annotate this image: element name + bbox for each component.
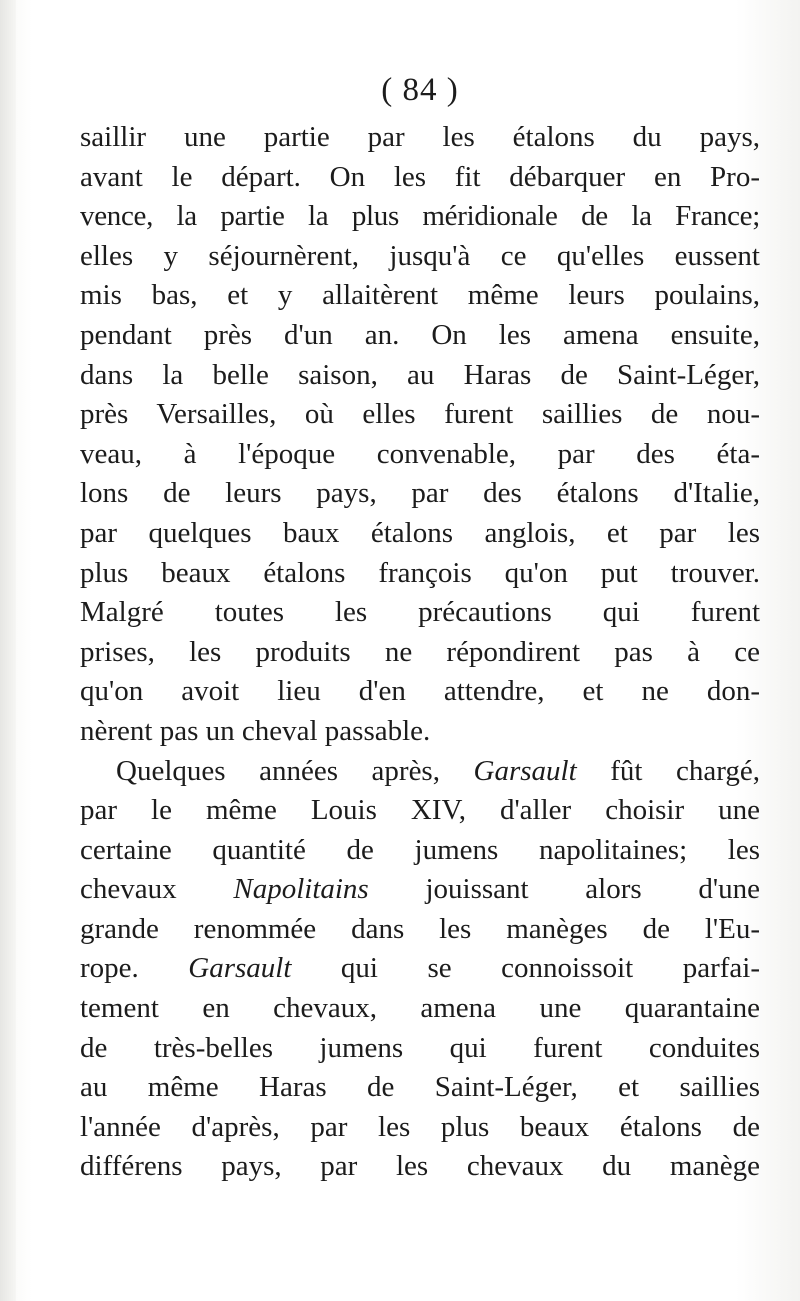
page-gutter — [0, 0, 16, 1301]
italic-name: Garsault — [473, 754, 577, 787]
text-line: plus beaux étalons françois qu'on put trouver. — [80, 556, 760, 589]
text-line: vence, la partie la plus méridionale de la France; — [80, 200, 760, 233]
text-line — [80, 870, 760, 910]
text-line: Malgré toutes les précautions qui furent — [80, 596, 760, 629]
text-line: elles y séjournèrent, jusqu'à ce qu'elles eussent — [80, 239, 760, 272]
text-fragment: chevaux — [80, 873, 234, 906]
text-line: certaine quantité de jumens napolitaines; les — [80, 833, 760, 866]
text-line: différens pays, par les chevaux du manège — [80, 1150, 760, 1183]
text-line: pendant près d'un an. On les amena ensuite, — [80, 318, 760, 351]
text-line: près Versailles, où elles furent saillies de nou- — [80, 398, 760, 431]
text-fragment: qui se connoissoit parfai- — [291, 952, 760, 985]
italic-name: Napolitains — [233, 873, 369, 906]
text-line: par le même Louis XIV, d'aller choisir une — [80, 794, 760, 827]
text-line: nèrent pas un cheval passable. — [80, 714, 431, 747]
text-line: saillir une partie par les étalons du pays, — [80, 121, 760, 153]
text-line: veau, à l'époque convenable, par des éta- — [80, 437, 760, 470]
text-line: de très-belles jumens qui furent conduites — [80, 1031, 760, 1064]
text-line: lons de leurs pays, par des étalons d'Italie, — [80, 477, 760, 510]
text-line: par quelques baux étalons anglois, et par les — [80, 516, 760, 549]
text-fragment: jouissant alors d'une — [368, 873, 760, 906]
body-text — [80, 118, 760, 1187]
text-line — [80, 752, 760, 792]
text-line: au même Haras de Saint-Léger, et saillies — [80, 1071, 760, 1104]
text-line: prises, les produits ne répondirent pas à ce — [80, 635, 760, 668]
text-fragment: rope. — [80, 952, 189, 985]
text-fragment: fût chargé, — [576, 754, 760, 787]
text-line: mis bas, et y allaitèrent même leurs poulains, — [80, 279, 760, 312]
text-line: tement en chevaux, amena une quarantaine — [80, 992, 760, 1025]
text-line: avant le départ. On les fit débarquer en Pro- — [80, 160, 760, 193]
text-fragment: Quelques années après, — [116, 754, 474, 787]
text-line: dans la belle saison, au Haras de Saint-Léger, — [80, 358, 760, 391]
text-line: qu'on avoit lieu d'en attendre, et ne don- — [80, 675, 760, 708]
italic-name: Garsault — [188, 952, 292, 985]
text-line — [80, 949, 760, 989]
text-line: grande renommée dans les manèges de l'Eu- — [80, 912, 760, 945]
text-line: l'année d'après, par les plus beaux étalons de — [80, 1110, 760, 1143]
page-number: ( 84 ) — [381, 72, 459, 108]
